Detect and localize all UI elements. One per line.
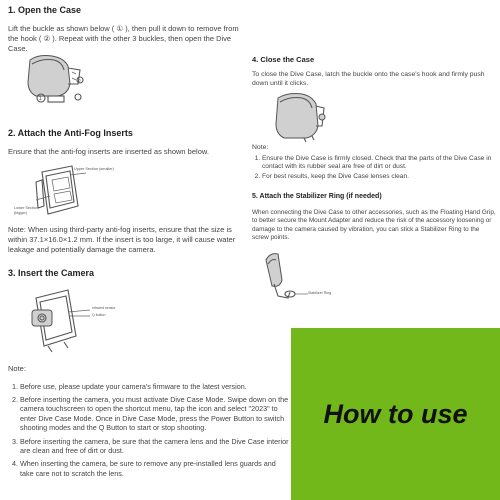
section-open-case xyxy=(8,5,248,53)
section-title: 4. Close the Case xyxy=(252,55,315,64)
list-item: 3. Before inserting the camera, be sure that the camera lens and the Dive Case interior are clean and free of dirt or dust. xyxy=(20,437,290,456)
section-body: Lift the buckle as shown below ( ① ), then pull it down to remove from the hook ( ② ). Repeat with the other 3 buckles, then open the Dive Case. xyxy=(8,24,239,53)
list-item: 1. Before use, please update your camera's firmware to the latest version. xyxy=(20,382,290,391)
banner-text: How to use xyxy=(323,398,468,429)
insert-camera-illustration xyxy=(18,286,128,356)
section-title: 1. Open the Case xyxy=(8,5,82,15)
section-close-case xyxy=(252,55,494,89)
section-title: 5. Attach the Stabilizer Ring (if needed) xyxy=(252,193,382,200)
section-insert-camera xyxy=(8,268,248,278)
label-stabilizer-ring: Stabilizer Ring xyxy=(308,291,332,295)
notes-list xyxy=(252,155,496,182)
section-body: Ensure that the anti-fog inserts are inserted as shown below. xyxy=(8,147,209,156)
section-body: To close the Dive Case, latch the buckle onto the case's hook and firmly push down until it clicks. xyxy=(252,71,485,87)
list-item: 2. For best results, keep the Dive Case lenses clean. xyxy=(262,173,496,182)
list-item: 2. Before inserting the camera, you must activate Dive Case Mode. Swipe down on the camera touchscreen to open the shortcut menu, tap the icon and select "2023" to enter Dive Case Mode. Once in Dive Case Mode, press the Power Button to switch shooting modes and the Q Button to start or stop shooting. xyxy=(20,395,290,432)
callout-2: 2 xyxy=(78,78,81,83)
label-upper-section: Upper Section (smaller) xyxy=(74,167,114,171)
close-case-illustration xyxy=(268,92,332,144)
section-body: When connecting the Dive Case to other accessories, such as the Floating Hand Grip, to better secure the Mount Adapter and reduce the risk of the accessory loosening or damage to the camera caused by vibration, you can stick a Stabilizer Ring to the screw points. xyxy=(252,209,496,242)
label-infrared: Infrared sensor xyxy=(92,306,116,310)
insert-camera-notes xyxy=(8,364,290,482)
label-q-button: Q button xyxy=(92,313,106,317)
section-anti-fog xyxy=(8,128,248,157)
note-text: Note: When using third-party anti-fog inserts, ensure that the size is within 37.1×16.0×1.2 mm. If the insert is too large, it will cause water leakage and potentially damage the camera. xyxy=(8,225,236,254)
section-stabilizer-ring xyxy=(252,193,496,243)
note-label: Note: xyxy=(8,364,26,373)
callout-1: 1 xyxy=(39,96,42,102)
note-label: Note: xyxy=(252,144,269,151)
section-title: 2. Attach the Anti-Fog Inserts xyxy=(8,128,133,138)
notes-list xyxy=(8,382,290,478)
how-to-use-banner xyxy=(291,328,500,500)
open-case-illustration xyxy=(18,52,88,107)
anti-fog-note xyxy=(8,225,250,254)
close-case-notes xyxy=(252,144,496,183)
label-lower-section: Lower Section (bigger) xyxy=(14,206,39,215)
list-item: 4. When inserting the camera, be sure to remove any pre-installed lens guards and take care not to scratch the lens. xyxy=(20,459,290,478)
anti-fog-illustration xyxy=(12,162,132,222)
list-item: 1. Ensure the Dive Case is firmly closed. Check that the parts of the Dive Case in contact with its rubber seal are free of dirt or dust. xyxy=(262,155,496,172)
section-title: 3. Insert the Camera xyxy=(8,268,95,278)
stabilizer-illustration xyxy=(260,250,360,306)
